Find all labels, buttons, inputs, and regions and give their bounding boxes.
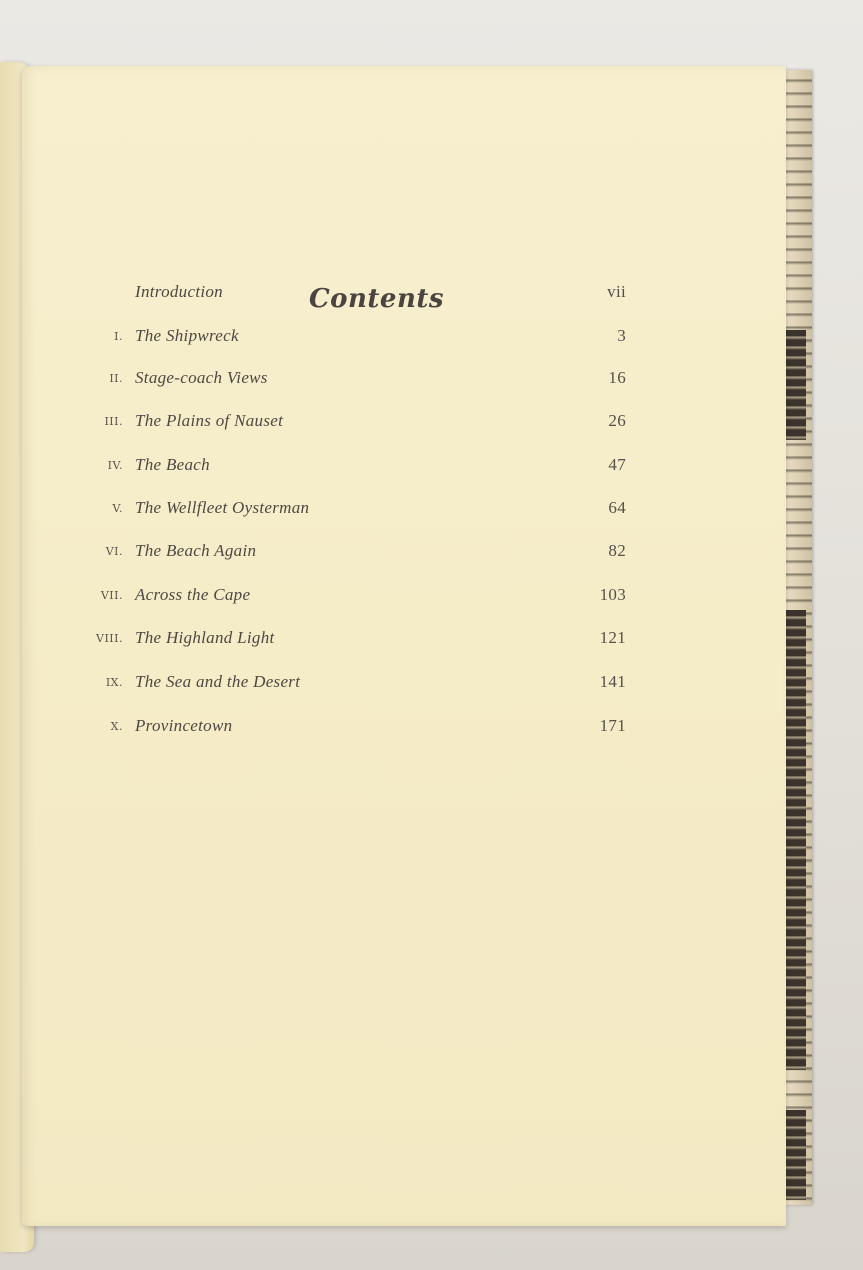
toc-entry <box>22 368 786 396</box>
chapter-title: The Highland Light <box>135 628 275 647</box>
chapter-number: V. <box>112 502 123 515</box>
chapter-title: Provincetown <box>135 716 233 735</box>
chapter-number: IX. <box>105 676 123 689</box>
chapter-page: 16 <box>608 368 626 387</box>
chapter-page: 121 <box>599 628 626 647</box>
chapter-number: VIII. <box>96 632 123 645</box>
toc-entry <box>22 585 786 613</box>
chapter-title: Stage-coach Views <box>135 368 268 387</box>
toc-entry <box>22 282 786 310</box>
toc-entry <box>22 498 786 526</box>
chapter-number: VII. <box>100 589 123 602</box>
chapter-number: III. <box>104 415 123 428</box>
chapter-page: 47 <box>608 455 626 474</box>
toc-entry <box>22 326 786 354</box>
chapter-number: I. <box>114 330 123 343</box>
contents-page <box>22 66 786 1226</box>
page-title: Contents <box>308 284 445 314</box>
chapter-page: vii <box>607 282 626 301</box>
chapter-page: 26 <box>608 411 626 430</box>
toc-entry <box>22 455 786 483</box>
chapter-title: Across the Cape <box>135 585 251 604</box>
chapter-number: VI. <box>105 545 123 558</box>
chapter-page: 3 <box>617 326 626 345</box>
chapter-title: The Beach Again <box>135 541 257 560</box>
chapter-page: 171 <box>599 716 626 735</box>
chapter-title: The Shipwreck <box>135 326 239 345</box>
chapter-title: Introduction <box>135 282 223 301</box>
chapter-title: The Sea and the Desert <box>135 672 301 691</box>
chapter-page: 141 <box>599 672 626 691</box>
chapter-page: 64 <box>608 498 626 517</box>
chapter-title: The Plains of Nauset <box>135 411 284 430</box>
chapter-title: The Wellfleet Oysterman <box>135 498 310 517</box>
toc-entry <box>22 628 786 656</box>
chapter-number: IV. <box>107 459 123 472</box>
toc-entry <box>22 672 786 700</box>
chapter-number: X. <box>110 720 123 733</box>
chapter-title: The Beach <box>135 455 210 474</box>
chapter-page: 103 <box>599 585 626 604</box>
toc-entry <box>22 411 786 439</box>
toc-entry <box>22 541 786 569</box>
chapter-page: 82 <box>608 541 626 560</box>
chapter-number: II. <box>109 372 123 385</box>
toc-entry <box>22 716 786 744</box>
